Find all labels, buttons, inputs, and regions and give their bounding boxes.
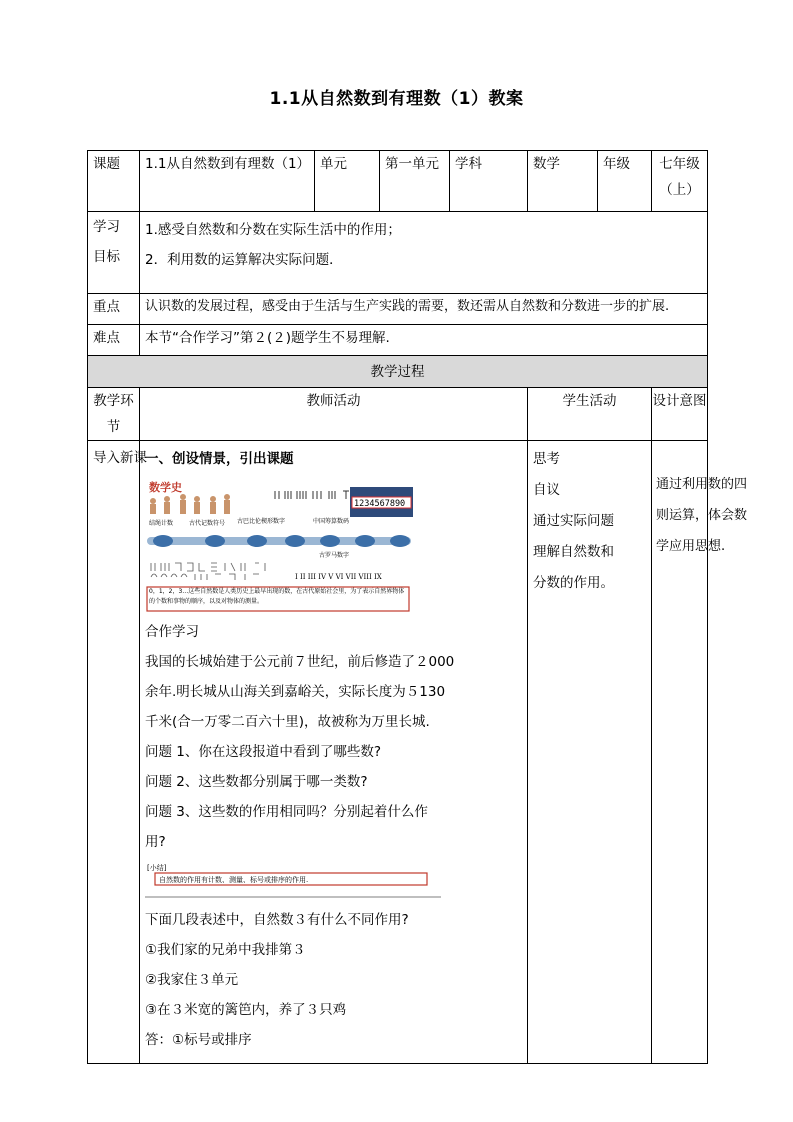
caption-chinese: 中国筹算数码	[313, 518, 350, 525]
objectives-row	[88, 212, 708, 294]
number-history-figure	[145, 477, 415, 613]
grade-value-line2: （上）	[659, 182, 700, 198]
intent-line: 学应用思想.	[656, 539, 726, 554]
key-point-row	[88, 294, 708, 325]
answer: 答：①标号或排序	[145, 1032, 252, 1048]
lesson-plan-table	[87, 150, 748, 1064]
note-text: 0，1，2，3…这些自然数是人类历史上最早出现的数，在古代原始社会里，为了表示自然界物体的个数和事物的顺序，以及对物体的测量。	[149, 588, 405, 605]
lesson-value: 1.1从自然数到有理数（1）	[140, 151, 315, 212]
figure-logo: 数学史	[149, 481, 182, 494]
list-item: ①我们家的兄弟中我排第３	[145, 942, 306, 958]
unit-value: 第一单元	[380, 151, 450, 212]
student-activity	[528, 441, 652, 1064]
key-point-label: 重点	[88, 294, 140, 325]
process-header: 教学过程	[88, 356, 708, 388]
caption-knot: 结绳计数	[149, 520, 174, 527]
col-stage: 教学环节	[88, 388, 140, 441]
objectives-label-line2: 目标	[93, 249, 120, 265]
col-teacher: 教师活动	[140, 388, 528, 441]
unit-label: 单元	[315, 151, 380, 212]
caption-roman: 古罗马数字	[319, 552, 350, 559]
arabic-digits: 1234567890	[354, 499, 406, 509]
question-3-cont: 用?	[145, 834, 166, 850]
list-item: ③在３米宽的篱笆内，养了３只鸡	[145, 1002, 347, 1018]
student-line: 自议	[533, 482, 560, 498]
grade-value-line1: 七年级	[659, 156, 700, 172]
great-wall-line: 余年.明长城从山海关到嘉峪关，实际长度为５130	[145, 684, 446, 700]
difficulty-text: 本节“合作学习”第２(２)题学生不易理解.	[140, 325, 708, 356]
question-2: 问题 2、这些数都分别属于哪一类数?	[145, 774, 368, 790]
student-line: 理解自然数和	[533, 544, 614, 560]
teacher-activity	[140, 441, 528, 1064]
column-header-row	[88, 388, 708, 441]
grade-value	[652, 151, 708, 212]
section-heading: 一、创设情景，引出课题	[145, 451, 294, 467]
summary-figure	[145, 861, 441, 901]
header-row	[88, 151, 708, 212]
col-intent: 设计意图	[652, 388, 708, 441]
summary-tag: [小结]	[147, 864, 167, 872]
key-point-text: 认识数的发展过程，感受由于生活与生产实践的需要，数还需从自然数和分数进一步的扩展.	[140, 294, 708, 325]
difficulty-label: 难点	[88, 325, 140, 356]
page-title: 1.1从自然数到有理数（1）教案	[269, 89, 524, 109]
great-wall-line: 千米(合一万零二百六十里)，故被称为万里长城.	[145, 714, 430, 730]
student-line: 思考	[533, 451, 560, 467]
content-row	[88, 441, 708, 1064]
objective-item: 1.感受自然数和分数在实际生活中的作用；	[145, 222, 401, 238]
subject-value: 数学	[528, 151, 598, 212]
stage-name: 导入新课	[88, 441, 140, 1064]
grade-label: 年级	[598, 151, 652, 212]
prompt: 下面几段表述中，自然数３有什么不同作用?	[145, 912, 409, 928]
question-1: 问题 1、你在这段报道中看到了哪些数?	[145, 744, 382, 760]
list-item: ②我家住３单元	[145, 972, 239, 988]
lesson-label: 课题	[88, 151, 140, 212]
cooperative-label: 合作学习	[145, 624, 199, 640]
process-header-row	[88, 356, 708, 388]
intent-line: 则运算，体会数	[656, 508, 748, 523]
objective-item: 2．利用数的运算解决实际问题．	[145, 252, 343, 268]
objectives-content	[140, 212, 708, 294]
great-wall-line: 我国的长城始建于公元前７世纪，前后修造了２000	[145, 654, 455, 670]
objectives-label	[88, 212, 140, 294]
difficulty-row	[88, 325, 708, 356]
caption-ancient: 古代记数符号	[189, 520, 226, 527]
col-student: 学生活动	[528, 388, 652, 441]
design-intent	[652, 441, 748, 1064]
objectives-label-line1: 学习	[93, 219, 120, 235]
summary-text: 自然数的作用有计数、测量、标号或排序的作用.	[159, 876, 309, 884]
subject-label: 学科	[450, 151, 528, 212]
question-3: 问题 3、这些数的作用相同吗？分别起着什么作	[145, 804, 428, 820]
intent-line: 通过利用数的四	[656, 477, 748, 492]
roman-numerals: I II III IV V VI VII VIII IX	[295, 573, 382, 581]
caption-babylon: 古巴比伦楔形数字	[237, 518, 286, 525]
student-line: 分数的作用。	[533, 575, 614, 591]
student-line: 通过实际问题	[533, 513, 614, 529]
